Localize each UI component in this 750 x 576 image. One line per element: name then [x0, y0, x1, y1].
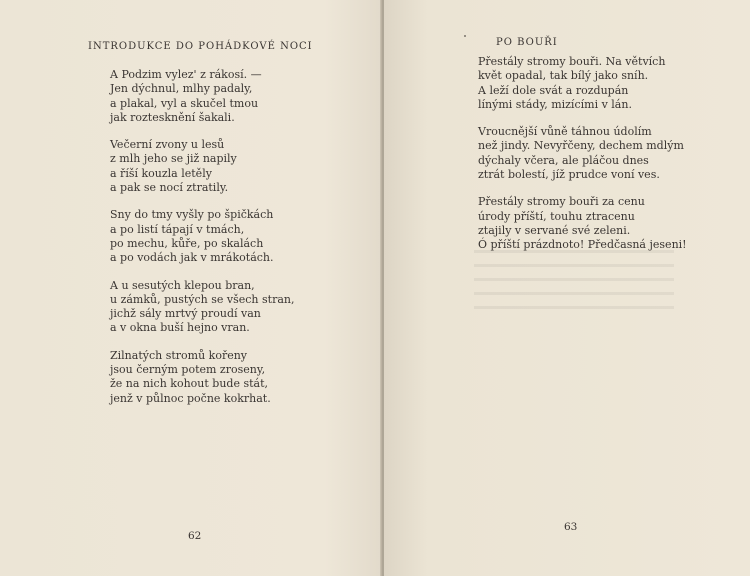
page-number-left: 62 — [188, 530, 202, 542]
poem-stanza — [110, 138, 294, 195]
poem-stanza — [110, 68, 294, 125]
poem-line: úrody příští, touhu ztracenu — [478, 209, 635, 223]
poem-line: než jindy. Nevyřčeny, dechem mdlým — [478, 139, 684, 153]
poem-line: jak roztesknění šakali. — [110, 110, 235, 124]
poem-line: Jen dýchnul, mlhy padaly, — [110, 82, 253, 96]
poem-stanza — [478, 125, 687, 182]
poem-line: Přestály stromy bouři za cenu — [478, 195, 645, 209]
poem-stanza — [110, 208, 294, 265]
poem-line: a po vodách jak v mrákotách. — [110, 251, 274, 265]
poem-line: z mlh jeho se již napily — [110, 152, 237, 166]
poem-line: a pak se nocí ztratily. — [110, 181, 229, 195]
poem-line: A Podzim vylez' z rákosí. — — [110, 68, 262, 81]
poem-stanza — [478, 195, 687, 252]
poem-line: že na nich kohout bude stát, — [110, 377, 268, 391]
poem-line: Přestály stromy bouři. Na větvích — [478, 55, 666, 68]
poem-line: jenž v půlnoc počne kokrhat. — [110, 391, 271, 405]
poem-line: Zilnatých stromů kořeny — [110, 348, 248, 362]
left-page-title: INTRODUKCE DO POHÁDKOVÉ NOCI — [88, 41, 313, 52]
poem-stanza — [110, 349, 294, 406]
poem-line: květ opadal, tak bílý jako sníh. — [478, 69, 649, 83]
right-page-title: PO BOUŘI — [496, 37, 558, 48]
poem-line: dýchaly včera, ale pláčou dnes — [478, 153, 649, 167]
poem-line: po mechu, kůře, po skalách — [110, 236, 264, 250]
poem-line: Ó příští prázdnoto! Předčasná jeseni! — [478, 238, 687, 252]
left-poem — [110, 68, 294, 419]
poem-line: jsou černým potem zroseny, — [110, 363, 266, 377]
poem-stanza — [478, 55, 687, 112]
right-page — [384, 0, 750, 576]
poem-line: a říší kouzla letěly — [110, 166, 212, 180]
poem-line: a v okna buší hejno vran. — [110, 321, 250, 335]
poem-line: ztrát bolestí, jíž prudce voní ves. — [478, 168, 660, 182]
poem-line: a plakal, vyl a skučel tmou — [110, 96, 259, 110]
poem-line: línými stády, mizícími v lán. — [478, 97, 632, 111]
poem-line: jichž sály mrtvý proudí van — [110, 307, 261, 321]
poem-line: Sny do tmy vyšly po špičkách — [110, 208, 274, 222]
poem-line: Večerní zvony u lesů — [110, 138, 225, 152]
poem-line: A u sesutých klepou bran, — [110, 278, 255, 292]
poem-line: ztajily v servané své zeleni. — [478, 223, 631, 237]
ink-speck — [464, 35, 466, 37]
poem-line: u zámků, pustých se všech stran, — [110, 292, 295, 306]
poem-stanza — [110, 279, 294, 336]
poem-line: a po listí tápají v tmách, — [110, 222, 245, 236]
right-poem — [478, 55, 687, 266]
poem-line: Vroucnější vůně táhnou údolím — [478, 125, 652, 139]
poem-line: A leží dole svát a rozdupán — [478, 83, 629, 97]
page-number-right: 63 — [564, 521, 578, 533]
